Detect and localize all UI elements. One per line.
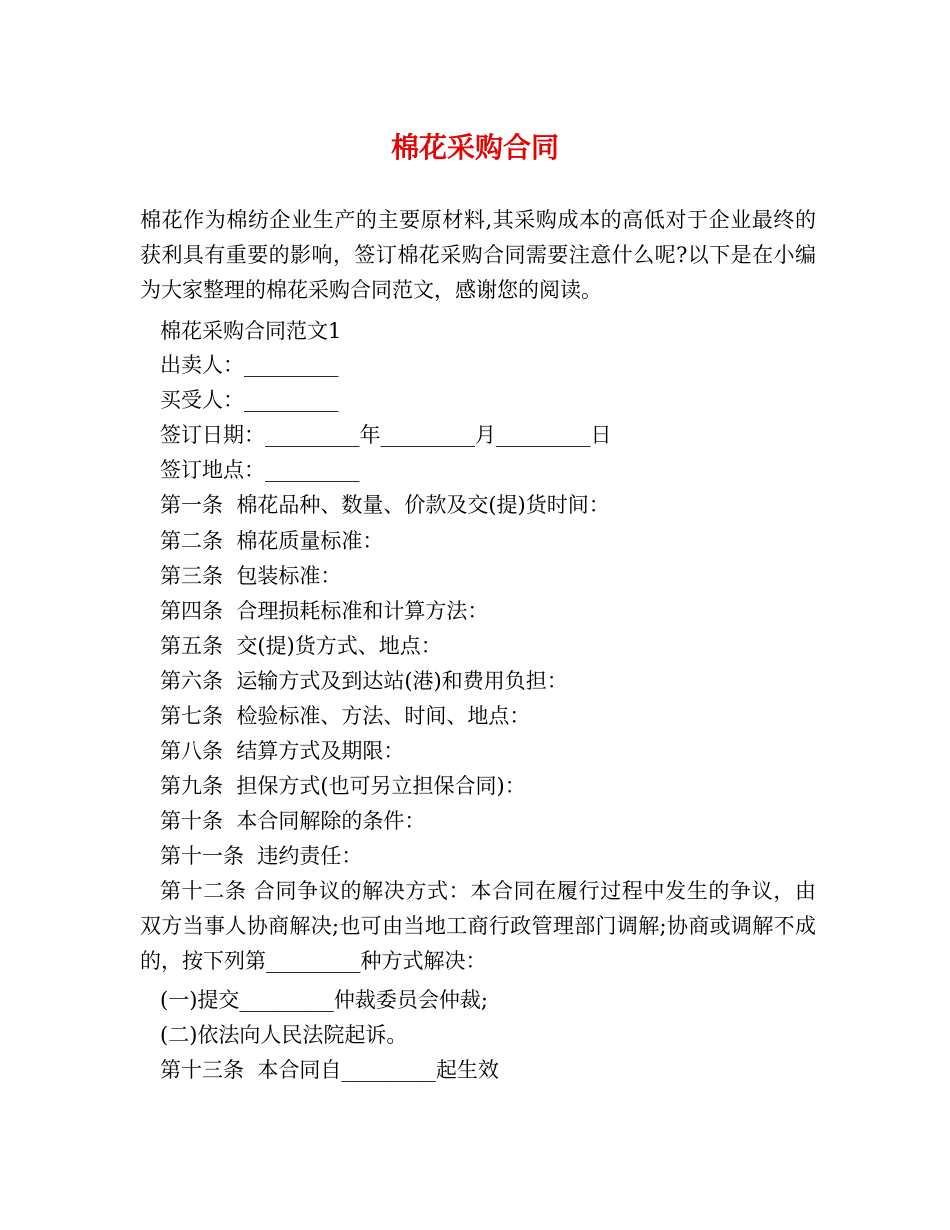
clause-3: 第三条 包装标准： bbox=[160, 564, 342, 588]
clause-9: 第九条 担保方式(也可另立担保合同)： bbox=[160, 774, 526, 798]
clause-1: 第一条 棉花品种、数量、价款及交(提)货时间： bbox=[160, 493, 610, 517]
clause-4: 第四条 合理损耗标准和计算方法： bbox=[160, 599, 489, 623]
clause-13: 第十三条 本合同自_________起生效 bbox=[160, 1058, 499, 1082]
clause-2: 第二条 棉花质量标准： bbox=[160, 529, 384, 553]
line-sign-date: 签订日期：_________年_________月_________日 bbox=[160, 423, 612, 447]
option-2: (二)依法向人民法院起诉。 bbox=[160, 1023, 408, 1047]
line-seller: 出卖人：_________ bbox=[160, 353, 339, 377]
intro-paragraph: 棉花作为棉纺企业生产的主要原材料,其采购成本的高低对于企业最终的获利具有重要的影响，签订棉花采购合同需要注意什么呢?以下是在小编为大家整理的棉花采购合同范文，感谢您的阅读。 bbox=[140, 208, 816, 302]
line-sign-place: 签订地点：_________ bbox=[160, 458, 360, 482]
clause-10: 第十条 本合同解除的条件： bbox=[160, 809, 426, 833]
clause-7: 第七条 检验标准、方法、时间、地点： bbox=[160, 704, 531, 728]
clause-6: 第六条 运输方式及到达站(港)和费用负担： bbox=[160, 669, 568, 693]
clause-8: 第八条 结算方式及期限： bbox=[160, 739, 405, 763]
line-buyer: 买受人：_________ bbox=[160, 388, 339, 412]
option-1: (一)提交_________仲裁委员会仲裁; bbox=[160, 988, 488, 1012]
clause-11: 第十一条 违约责任： bbox=[160, 844, 363, 868]
clause-5: 第五条 交(提)货方式、地点： bbox=[160, 634, 442, 658]
clause-12: 第十二条 合同争议的解决方式：本合同在履行过程中发生的争议，由双方当事人协商解决;也可由当地工商行政管理部门调解;协商或调解不成的，按下列第_________种方式解决： bbox=[140, 879, 816, 973]
document-title: 棉花采购合同 bbox=[390, 131, 559, 164]
line-heading: 棉花采购合同范文1 bbox=[160, 319, 342, 343]
